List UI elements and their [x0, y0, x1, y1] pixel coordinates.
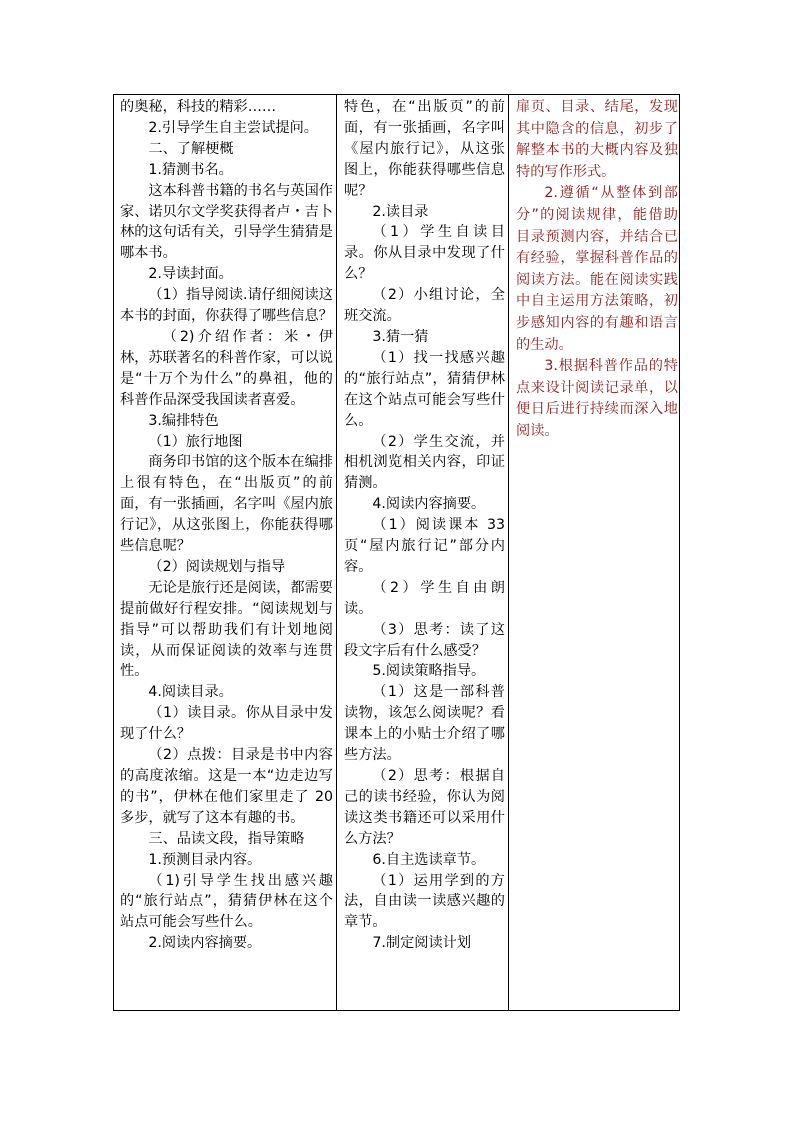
paragraph: 4.阅读内容摘要。 [372, 496, 486, 513]
paragraph: （1）旅行地图 [148, 433, 243, 450]
design-intent-column [509, 95, 681, 1010]
paragraph: （2）点拨：目录是书中内容的高度浓缩。这是一本“边走边写的书”，伊林在他们家里走了 20 多步，就写了这本有趣的书。 [120, 747, 333, 826]
lesson-plan-table [113, 94, 680, 1011]
paragraph: （1）读目录。你从目录中发现了什么？ [120, 705, 333, 743]
paragraph: （2）学生自由朗读。 [344, 579, 505, 617]
paragraph: 1.猜测书名。 [148, 161, 233, 178]
paragraph: （1）学生自读目录。你从目录中发现了什么？ [344, 224, 505, 283]
paragraph: （3）思考：读了这段文字后有什么感受？ [344, 621, 505, 659]
paragraph: 商务印书馆的这个版本在编排上很有特色，在“出版页”的前面，有一张插画，名字叫《屋内旅行记》，从这张图上，你能获得哪些信息呢？ [120, 454, 333, 555]
paragraph: （2）阅读规划与指导 [148, 558, 286, 575]
paragraph: （2）思考：根据自己的读书经验，你认为阅读这类书籍还可以采用什么方法？ [344, 768, 505, 847]
paragraph: 2.遵循“从整体到部分”的阅读规律，能借助目录预测内容，并结合已有经验，掌握科普作品的阅读方法。能在阅读实践中自主运用方法策略，初步感知内容的有趣和语言的生动。 [516, 185, 678, 353]
paragraph: 1.预测目录内容。 [148, 851, 262, 868]
paragraph: （1）指导阅读.请仔细阅读这本书的封面，你获得了哪些信息？ [120, 287, 333, 325]
paragraph: 2.引导学生自主尝试提问。 [148, 119, 318, 136]
paragraph: 2.读目录 [372, 203, 429, 220]
paragraph: 5.阅读策略指导。 [372, 663, 486, 680]
paragraph: 二、了解梗概 [148, 140, 234, 157]
paragraph: 的奥秘，科技的精彩…… [120, 99, 277, 115]
paragraph: （1)引导学生找出感兴趣的“旅行站点”，猜猜伊林在这个站点可能会写些什么。 [120, 872, 333, 931]
paragraph: 4.阅读目录。 [148, 684, 233, 701]
paragraph: 2.导读封面。 [148, 266, 233, 283]
paragraph: 三、品读文段，指导策略 [148, 830, 305, 847]
paragraph: （2）小组讨论，全班交流。 [344, 287, 505, 325]
paragraph: （1）运用学到的方法，自由读一读感兴趣的章节。 [344, 872, 505, 931]
paragraph: （1）阅读课本 33 页“屋内旅行记”部分内容。 [344, 517, 505, 575]
paragraph: （2)介绍作者：米・伊林，苏联著名的科普作家，可以说是“十万个为什么”的鼻祖，他的科普作品深受我国读者喜爱。 [120, 328, 333, 408]
paragraph: 3.根据科普作品的特点来设计阅读记录单，以便日后进行持续而深入地阅读。 [516, 358, 678, 439]
teaching-process-column [114, 95, 337, 1010]
paragraph: 这本科普书籍的书名与英国作家、诺贝尔文学奖获得者卢・吉卜林的这句话有关，引导学生猜猜是哪本书。 [120, 182, 333, 262]
paragraph: （1）这是一部科普读物，该怎么阅读呢？看课本上的小贴士介绍了哪些方法。 [344, 684, 505, 764]
paragraph: （2）学生交流，并相机浏览相关内容，印证猜测。 [344, 433, 505, 492]
paragraph: 2.阅读内容摘要。 [148, 935, 262, 952]
paragraph: 7.制定阅读计划 [372, 935, 472, 952]
paragraph: 6.自主选读章节。 [372, 851, 486, 868]
paragraph: 3.编排特色 [148, 412, 219, 429]
paragraph: （1）找一找感兴趣的“旅行站点”，猜猜伊林在这个站点可能会写些什么。 [344, 349, 505, 429]
paragraph: 扉页、目录、结尾，发现其中隐含的信息，初步了解整本书的大概内容及独特的写作形式。 [516, 99, 678, 180]
student-activity-column [337, 95, 509, 1010]
paragraph: 特色，在“出版页”的前面，有一张插画，名字叫《屋内旅行记》，从这张图上，你能获得哪些信息呢？ [344, 99, 505, 199]
paragraph: 无论是旅行还是阅读，都需要提前做好行程安排。“阅读规划与指导”可以帮助我们有计划地阅读，从而保证阅读的效率与连贯性。 [120, 579, 333, 680]
paragraph: 3.猜一猜 [372, 328, 429, 345]
